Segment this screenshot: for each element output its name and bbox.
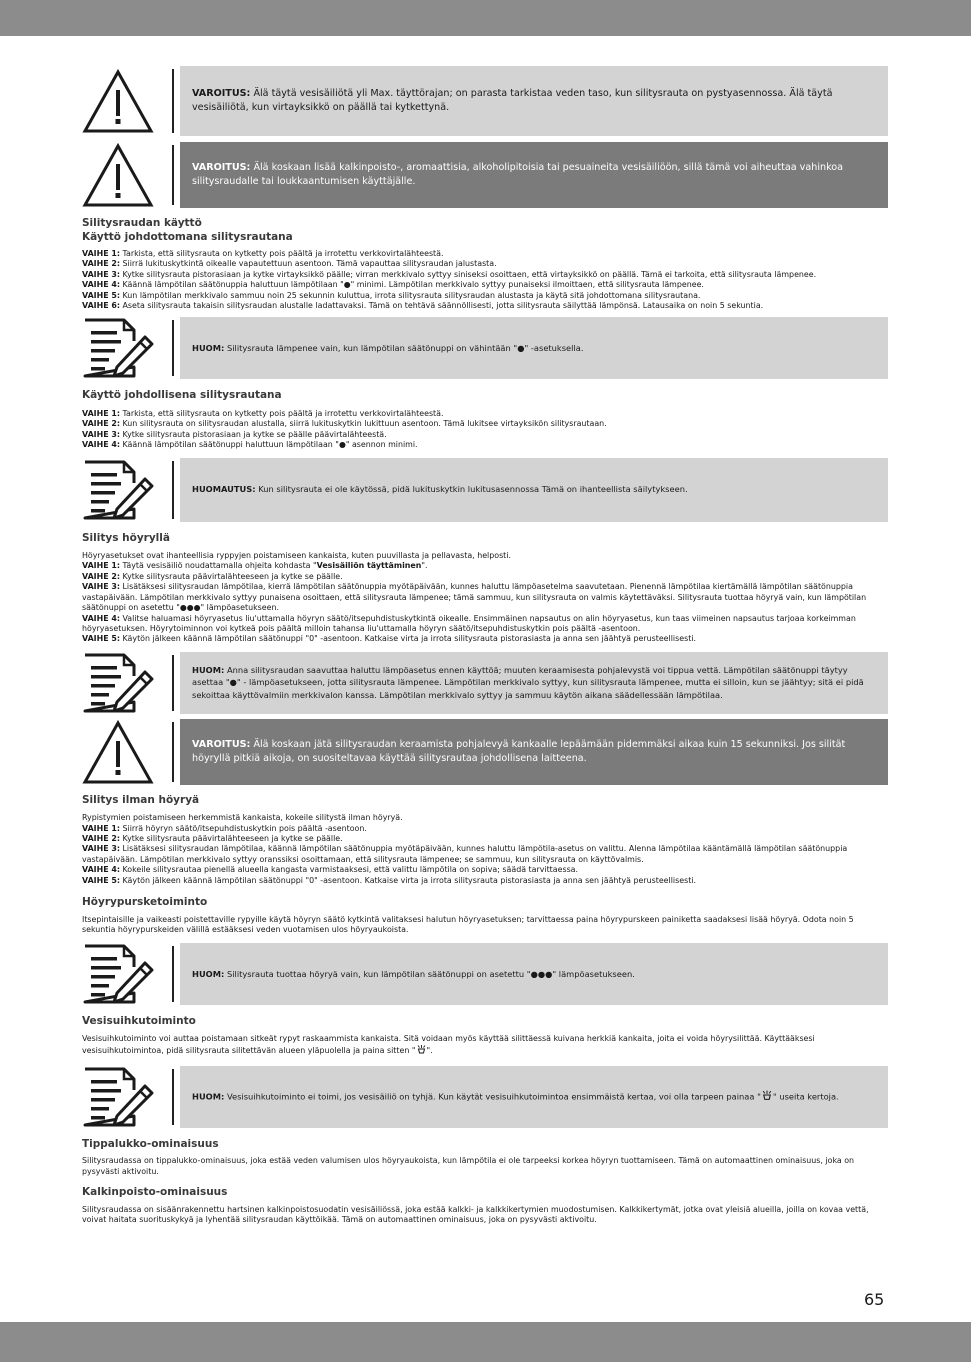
notice-divider xyxy=(172,655,174,711)
step-item: VAIHE 5: Kun lämpötilan merkkivalo sammuu noin 25 sekunnin kuluttua, irrota silitysrauta silitysraudan alustasta ja käytä sitä johdottomana silitysrautana. xyxy=(82,290,701,300)
steps-list xyxy=(82,813,888,886)
step-item: VAIHE 3: Lisätäksesi silitysraudan lämpötilaa, kierrä lämpötilan säätönuppia myötäpäivään, kunnes haluttu lämpöasetelma saavutetaan. Pienennä lämpötilaa kiertämällä lämpötilan säätönuppia vastapäivään. Lämpötilan merkkivalo syttyy punaisena osoittaen, että silitysrauta lämpenee; tämä sammuu, kun silitysrauta on valmis käytettäväksi. Silitysrauta tuottaa höyryä vain, kun lämpötilan säätönuppi on asetettu "●●●" lämpöasetukseen. xyxy=(82,582,867,613)
note-notice-1 xyxy=(82,317,888,379)
section-text: Itsepintaisille ja vaikeasti poistettaville rypyille käytä höyryn säätö kytkintä valitaksesi halutun höyryasetuksen; tarvittaessa paina höyrypurskeen painiketta saadaksesi lisää höyryä. Odota noin 5 sekuntia höyrypurskeiden välillä estääksesi veden vuotamisen ulos höyryaukoista. xyxy=(82,914,854,934)
note-text: Kun silitysrauta ei ole käytössä, pidä lukituskytkin lukitusasennossa Tämä on ihanteellista säilytykseen. xyxy=(255,484,688,495)
section-text: Vesisuihkutoiminto voi auttaa poistamaan sitkeät rypyt raskaammista kankaista. Sitä voidaan myös käyttää silittäessä kuivana herkkiä kankaita, joita ei voida höyrysilittää. Käyttääksesi vesisuihkutoimintoa, pidä silitysrauta silitettävän alueen yläpuolella ja paina sitten " ". xyxy=(82,1034,888,1058)
note-notice-5 xyxy=(82,1066,888,1128)
steps-list xyxy=(82,249,888,311)
step-item: VAIHE 5: Käytön jälkeen käännä lämpötilan säätönuppi "0" -asentoon. Katkaise virta ja irrota silitysrauta pistorasiasta ja anna sen jäähtyä perusteellisesti. xyxy=(82,634,696,644)
notice-divider xyxy=(172,461,174,519)
warning-text: Älä koskaan lisää kalkinpoisto-, aromaattisia, alkoholipitoisia tai pesuaineita vesisäiliöön, sillä tämä voi aiheuttaa vahinkoa silitysraudalle tai loukkaantumisen käyttäjälle. xyxy=(192,162,844,187)
step-item: VAIHE 1: Siirrä höyryn säätö/itsepuhdistuskytkin pois päältä -asentoon. xyxy=(82,823,367,833)
top-band xyxy=(0,0,971,36)
step-item: VAIHE 2: Kun silitysrauta on silitysraudan alustalla, siirrä lukituskytkin lukittuun asentoon. Tämä lukitsee virtayksikön silitysrautaan. xyxy=(82,419,607,429)
note-notice-3 xyxy=(82,652,888,714)
note-label: HUOM: xyxy=(192,969,225,980)
section-subheading: Käyttö johdottomana silitysrautana xyxy=(82,230,293,243)
warning-notice-3 xyxy=(82,719,888,785)
note-pencil-icon xyxy=(82,458,172,522)
step-item: VAIHE 4: Käännä lämpötilan säätönuppia haluttuun lämpötilaan "●" minimi. Lämpötilan merkkivalo syttyy punaiseksi ilmoittaen, että silitysrauta lämpenee. xyxy=(82,280,704,290)
warning-text: Älä koskaan jätä silitysraudan keraamista pohjalevyä kankaalle lepäämään pidemmäksi aikaa kuin 15 sekunniksi. Jos silität höyryllä pitkiä aikoja, on suositeltavaa käyttää silitysrautaa johdollisena laitteena. xyxy=(192,738,846,764)
note-box: HUOM: Vesisuihkutoiminto ei toimi, jos vesisäiliö on tyhjä. Kun käytät vesisuihkutoimintoa ensimmäistä kertaa, voi olla tarpeen painaa " " useita kertoja. xyxy=(180,1066,888,1128)
page-number: 65 xyxy=(864,1290,885,1309)
warning-box xyxy=(180,142,888,208)
note-notice-2 xyxy=(82,458,888,522)
note-text: Silitysrauta tuottaa höyryä vain, kun lämpötilan säätönuppi on asetettu "●●●" lämpöasetukseen. xyxy=(224,969,635,980)
section-text: Silitysraudassa on sisäänrakennettu hartsinen kalkinpoistosuodatin vesisäiliössä, joka estää kalkki- ja kalkkikertymien muodostumisen. Kalkkikertymät, jotka ovat yleisiä alueilla, joilla on kovaa vettä, voivat haitata suorituskykyä ja lyhentää silitysraudan käyttöikää. Tämä on automaattinen ominaisuus, joka on pysyvästi aktivoitu. xyxy=(82,1204,869,1224)
step-item: VAIHE 6: Aseta silitysrauta takaisin silitysraudan alustalle ladattavaksi. Tämä on tehtävä säännöllisesti, jotta silitysrauta säilyttää lämpönsä. Latausaika on noin 5 sekuntia. xyxy=(82,301,764,311)
step-item: VAIHE 1: Täytä vesisäiliö noudattamalla ohjeita kohdasta "Vesisäiliön täyttäminen". xyxy=(82,561,428,571)
step-item: VAIHE 3: Lisätäksesi silitysraudan lämpötilaa, käännä lämpötilan säätönuppia myötäpäivään, kunnes haluttu lämpötila-asetus on valittu. Alenna lämpötilaa kääntämällä lämpötilan säätönuppia vastapäivään. Lämpötilan merkkivalo syttyy oranssiksi osoittamaan, että silitysrauta lämpenee; se sammuu, kun silitysrauta on käyttövalmis. xyxy=(82,844,848,864)
warning-label: VAROITUS: xyxy=(192,88,251,99)
note-text: Anna silitysraudan saavuttaa haluttu lämpöasetus ennen käyttöä; muuten keraamisesta pohjalevystä voi tippua vettä. Lämpötilan säätönuppi täytyy asettaa "●" - lämpöasetukseen, jotta silitysrauta lämpenee. Lämpötilan merkkivalo syttyy, kun silitysrauta lämpenee, mutta ei silloin, kun se jäähtyy; sitä ei pidä sekoittaa käyttövalmiin merkkivalon kanssa. Lämpötilan merkkivalo syttyy ja sammuu käytön aikana säädellessään lämpötilaa. xyxy=(192,664,864,700)
warning-label: VAROITUS: xyxy=(192,738,251,750)
warning-box xyxy=(180,66,888,136)
notice-divider xyxy=(172,320,174,376)
section-intro: Rypistymien poistamiseen herkemmistä kankaista, kokeile silitystä ilman höyryä. xyxy=(82,813,403,823)
note-pencil-icon xyxy=(82,943,172,1005)
spray-icon xyxy=(761,1089,773,1105)
note-label: HUOM: xyxy=(192,1091,225,1102)
steps-list xyxy=(82,409,888,451)
warning-triangle-icon xyxy=(82,66,172,136)
notice-divider xyxy=(172,1069,174,1125)
warning-triangle-icon xyxy=(82,142,172,208)
step-item: VAIHE 3: Kytke silitysrauta pistorasiaan ja kytke virtayksikkö päälle; virran merkkivalo syttyy siniseksi osoittaen, että virtayksikkö on päällä. Tämä ei tarkoita, että silitysrauta lämpenee. xyxy=(82,269,817,279)
notice-divider xyxy=(172,145,174,205)
step-item: VAIHE 1: Tarkista, että silitysrauta on kytketty pois päältä ja irrotettu verkkovirtalähteestä. xyxy=(82,249,444,258)
section-heading: Silitys höyryllä xyxy=(82,531,170,544)
step-item: VAIHE 4: Valitse haluamasi höyryasetus liu'uttamalla höyryn säätö/itsepuhdistuskytkintä oikealle. Ensimmäinen napsautus on alin höyryasetus, kun taas viimeinen napsautus tarjoaa korkeimman höyryasetuksen. Höyrytoiminnon voi kytkeä pois päältä milloin tahansa liu'uttamalla höyryn säätö/itsepuhdistuskytkin pois päältä -asentoon. xyxy=(82,613,856,633)
page-content xyxy=(82,66,888,1225)
step-item: VAIHE 2: Siirrä lukituskytkintä oikealle vapautettuun asentoon. Tämä vapauttaa silitysraudan jalustasta. xyxy=(82,259,497,269)
notice-divider xyxy=(172,946,174,1002)
section-heading: Vesisuihkutoiminto xyxy=(82,1015,196,1028)
notice-divider xyxy=(172,69,174,133)
step-item: VAIHE 2: Kytke silitysrauta päävirtalähteeseen ja kytke se päälle. xyxy=(82,571,343,581)
warning-notice-2 xyxy=(82,142,888,208)
spray-icon xyxy=(416,1044,427,1057)
note-box xyxy=(180,652,888,714)
step-item: VAIHE 2: Kytke silitysrauta päävirtalähteeseen ja kytke se päälle. xyxy=(82,834,343,844)
warning-label: VAROITUS: xyxy=(192,162,251,173)
section-heading: Silitysraudan käyttö xyxy=(82,217,202,229)
note-label: HUOM: xyxy=(192,343,225,354)
section-heading: Käyttö johdollisena silitysrautana xyxy=(82,389,282,402)
section-heading: Silitys ilman höyryä xyxy=(82,793,200,806)
note-pencil-icon xyxy=(82,652,172,714)
bottom-band xyxy=(0,1322,971,1362)
section-heading: Höyrypursketoiminto xyxy=(82,896,208,909)
section-heading: Kalkinpoisto-ominaisuus xyxy=(82,1186,228,1198)
note-text: Silitysrauta lämpenee vain, kun lämpötilan säätönuppi on vähintään "●" -asetuksella. xyxy=(224,343,584,354)
note-label: HUOMAUTUS: xyxy=(192,484,256,495)
note-box xyxy=(180,458,888,522)
note-notice-4 xyxy=(82,943,888,1005)
note-box xyxy=(180,317,888,379)
section-text: Silitysraudassa on tippalukko-ominaisuus, joka estää veden valumisen ulos höyryaukoista, kun lämpötila ei ole tarpeeksi korkea höyryn tuottamiseen. Tämä on automaattinen ominaisuus, joka on pysyvästi aktivoitu. xyxy=(82,1156,855,1176)
note-text: Vesisuihkutoiminto ei toimi, jos vesisäiliö on tyhjä. Kun käytät vesisuihkutoimintoa ensimmäistä kertaa, voi olla tarpeen painaa " xyxy=(224,1091,761,1102)
section-intro: Höyryasetukset ovat ihanteellisia ryppyjen poistamiseen kankaista, kuten puuvillasta ja pellavasta, helposti. xyxy=(82,551,511,561)
section-heading: Tippalukko-ominaisuus xyxy=(82,1137,219,1150)
steps-list xyxy=(82,551,888,645)
warning-notice-1 xyxy=(82,66,888,136)
warning-box xyxy=(180,719,888,785)
note-box xyxy=(180,943,888,1005)
note-label: HUOM: xyxy=(192,664,225,675)
step-item: VAIHE 4: Käännä lämpötilan säätönuppi haluttuun lämpötilaan "●" asennon minimi. xyxy=(82,440,418,450)
step-item: VAIHE 1: Tarkista, että silitysrauta on kytketty pois päältä ja irrotettu verkkovirtalähteestä. xyxy=(82,408,444,418)
warning-text: Älä täytä vesisäiliötä yli Max. täyttörajan; on parasta tarkistaa veden taso, kun silitysrauta on pystyasennossa. Älä täytä vesisäiliötä, kun virtayksikkö on päällä tai kytkettynä. xyxy=(192,88,833,113)
step-item: VAIHE 3: Kytke silitysrauta pistorasiaan ja kytke se päälle päävirtalähteestä. xyxy=(82,429,387,439)
note-pencil-icon xyxy=(82,1066,172,1128)
notice-divider xyxy=(172,722,174,782)
step-item: VAIHE 4: Kokeile silitysrautaa pienellä alueella kangasta varmistaaksesi, että valittu lämpötila on sopiva; säädä tarvittaessa. xyxy=(82,865,579,875)
warning-triangle-icon xyxy=(82,719,172,785)
step-item: VAIHE 5: Käytön jälkeen käännä lämpötilan säätönuppi "0" -asentoon. Katkaise virta ja irrota silitysrauta pistorasiasta ja anna sen jäähtyä perusteellisesti. xyxy=(82,875,696,885)
note-pencil-icon xyxy=(82,317,172,379)
